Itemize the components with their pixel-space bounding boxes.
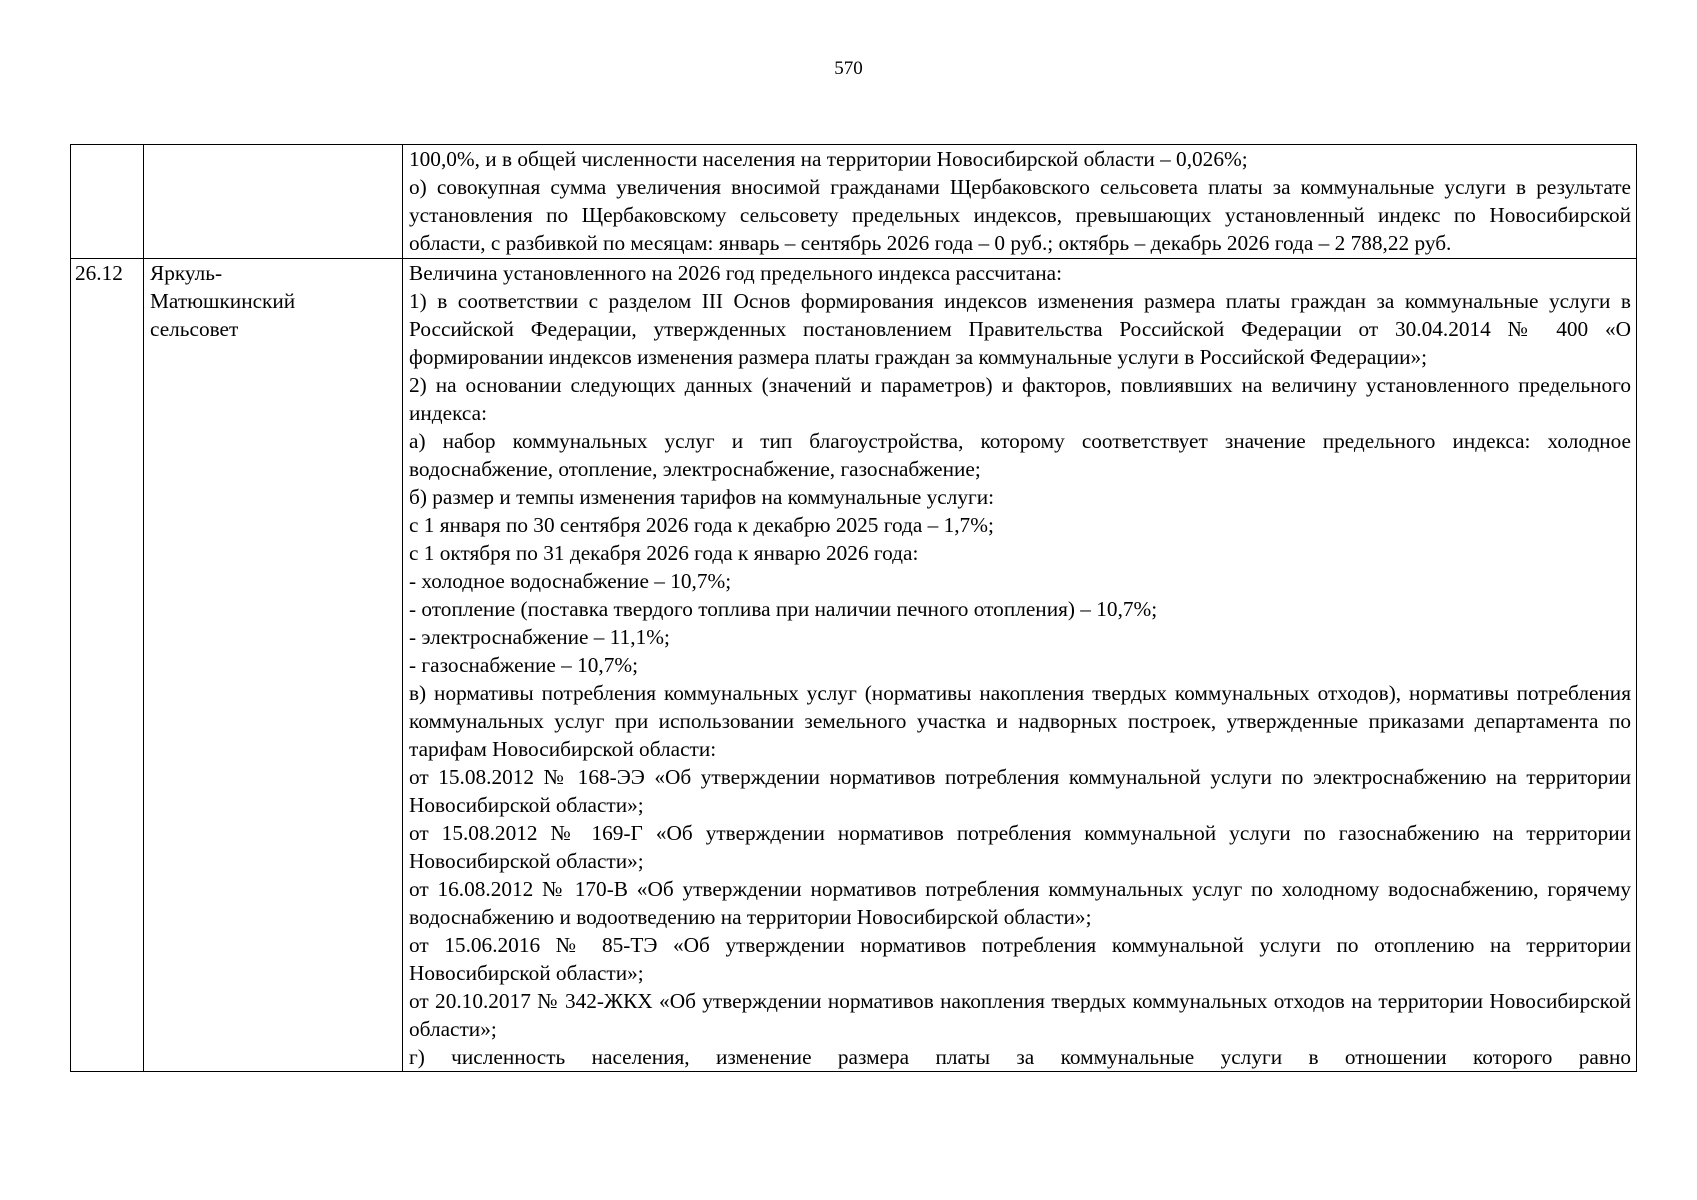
row-number-cell: 26.12: [71, 259, 144, 1072]
row-number-cell: [71, 145, 144, 259]
paragraph: г) численность населения, изменение размера платы за коммунальные услуги в отношении которого равно: [409, 1045, 1631, 1069]
paragraph: в) нормативы потребления коммунальных услуг (нормативы накопления твердых коммунальных отходов), нормативы потребления коммунальных услуг при использовании земельного участка и надворных построек, утвержденные приказами департамента по тарифам Новосибирской области:: [409, 681, 1631, 761]
paragraph: с 1 января по 30 сентября 2026 года к декабрю 2025 года – 1,7%;: [409, 513, 994, 537]
municipality-name-cell: Яркуль-Матюшкинский сельсовет: [144, 259, 403, 1072]
paragraph: - газоснабжение – 10,7%;: [409, 653, 639, 677]
paragraph: а) набор коммунальных услуг и тип благоустройства, которому соответствует значение предельного индекса: холодное водоснабжение, отопление, электроснабжение, газоснабжение;: [409, 429, 1631, 481]
paragraph: от 15.08.2012 № 168-ЭЭ «Об утверждении нормативов потребления коммунальной услуги по электроснабжению на территории Новосибирской области»;: [409, 765, 1631, 817]
paragraph: 100,0%, и в общей численности населения на территории Новосибирской области – 0,026%;: [409, 147, 1248, 171]
paragraph: о) совокупная сумма увеличения вносимой гражданами Щербаковского сельсовета платы за коммунальные услуги в результате установления по Щербаковскому сельсовету предельных индексов, превышающих установленный индекс по Новосибирской области, с разбивкой по месяцам: январь – сентябрь 2026 года – 0 руб.; октябрь – декабрь 2026 года – 2 788,22 руб.: [409, 175, 1631, 255]
table-row: [71, 145, 1637, 259]
paragraph: - отопление (поставка твердого топлива при наличии печного отопления) – 10,7%;: [409, 597, 1158, 621]
municipality-name-cell: [144, 145, 403, 259]
paragraph: с 1 октября по 31 декабря 2026 года к январю 2026 года:: [409, 541, 919, 565]
paragraph: - холодное водоснабжение – 10,7%;: [409, 569, 732, 593]
description-cell: [403, 259, 1637, 1072]
paragraph: 1) в соответствии с разделом III Основ формирования индексов изменения размера платы граждан за коммунальные услуги в Российской Федерации, утвержденных постановлением Правительства Российской Федерации от 30.04.2014 № 400 «О формировании индексов изменения размера платы граждан за коммунальные услуги в Российской Федерации»;: [409, 289, 1631, 369]
paragraph: - электроснабжение – 11,1%;: [409, 625, 670, 649]
page-number: 570: [834, 58, 863, 79]
table-row: [71, 259, 1637, 1072]
paragraph: б) размер и темпы изменения тарифов на коммунальные услуги:: [409, 485, 995, 509]
paragraph: от 15.08.2012 № 169-Г «Об утверждении нормативов потребления коммунальной услуги по газоснабжению на территории Новосибирской области»;: [409, 821, 1631, 873]
paragraph: от 16.08.2012 № 170-В «Об утверждении нормативов потребления коммунальных услуг по холодному водоснабжению, горячему водоснабжению и водоотведению на территории Новосибирской области»;: [409, 877, 1631, 929]
paragraph: Величина установленного на 2026 год предельного индекса рассчитана:: [409, 261, 1063, 285]
paragraph: от 15.06.2016 № 85-ТЭ «Об утверждении нормативов потребления коммунальной услуги по отоплению на территории Новосибирской области»;: [409, 933, 1631, 985]
document-table: [70, 144, 1637, 1072]
description-cell: [403, 145, 1637, 259]
paragraph: от 20.10.2017 № 342-ЖКХ «Об утверждении нормативов накопления твердых коммунальных отходов на территории Новосибирской области»;: [409, 989, 1631, 1041]
paragraph: 2) на основании следующих данных (значений и параметров) и факторов, повлиявших на величину установленного предельного индекса:: [409, 373, 1631, 425]
